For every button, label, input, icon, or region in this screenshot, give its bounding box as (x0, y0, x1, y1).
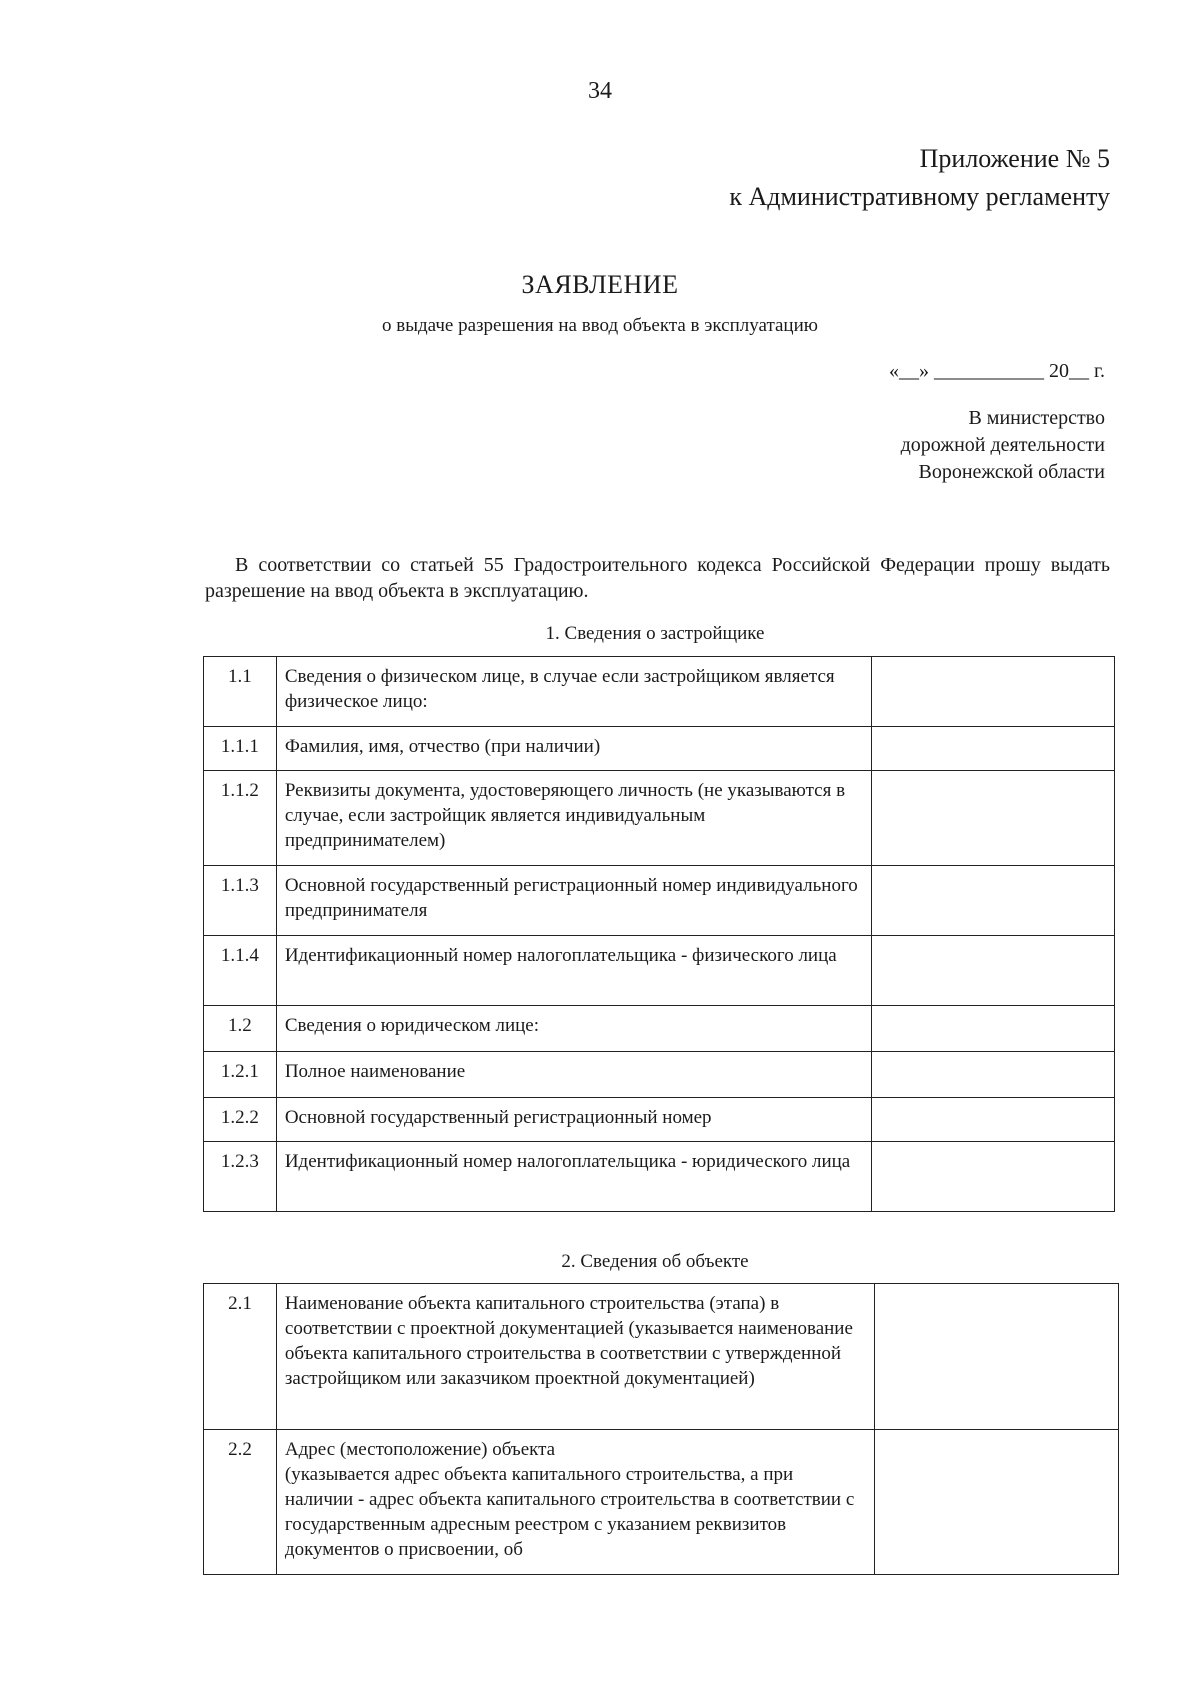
row-label: Идентификационный номер налогоплательщика - юридического лица (276, 1142, 871, 1212)
row-number: 1.1.3 (204, 866, 277, 936)
row-label: Реквизиты документа, удостоверяющего личность (не указываются в случае, если застройщик является индивидуальным предпринимателем) (276, 771, 871, 866)
row-label: Фамилия, имя, отчество (при наличии) (276, 727, 871, 771)
row-number: 1.1 (204, 657, 277, 727)
document-title: ЗАЯВЛЕНИЕ (521, 270, 679, 299)
row-number: 1.2.2 (204, 1098, 277, 1142)
table-row (204, 1052, 1115, 1098)
row-value-cell[interactable] (872, 727, 1115, 771)
row-value-cell[interactable] (872, 1006, 1115, 1052)
row-number: 2.1 (204, 1284, 277, 1430)
table-row (204, 771, 1115, 866)
table-row (204, 657, 1115, 727)
row-label: Идентификационный номер налогоплательщика - физического лица (276, 936, 871, 1006)
addressee-line-3: Воронежской области (918, 461, 1105, 483)
row-number: 1.1.2 (204, 771, 277, 866)
row-label (276, 1430, 874, 1575)
developer-info-table (203, 656, 1115, 1212)
table-row (204, 1098, 1115, 1142)
page-number: 34 (588, 78, 612, 104)
row-value-cell[interactable] (874, 1284, 1118, 1430)
table-row (204, 727, 1115, 771)
intro-paragraph: В соответствии со статьей 55 Градостроительного кодекса Российской Федерации прошу выдать разрешение на ввод объекта в эксплуатацию. (205, 554, 1110, 602)
row-value-cell[interactable] (872, 936, 1115, 1006)
row-label-line-1: Адрес (местоположение) объекта (284, 1439, 556, 1460)
row-value-cell[interactable] (874, 1430, 1118, 1575)
row-value-cell[interactable] (872, 1098, 1115, 1142)
object-info-table (203, 1283, 1119, 1575)
table-row (204, 1284, 1119, 1430)
row-number: 1.1.1 (204, 727, 277, 771)
date-field[interactable]: «__» ___________ 20__ г. (889, 360, 1105, 382)
row-label: Наименование объекта капитального строительства (этапа) в соответствии с проектной документацией (указывается наименование объекта капитального строительства в соответствии с утвержденной застройщиком или заказчиком проектной документацией) (276, 1284, 874, 1430)
row-label: Основной государственный регистрационный номер индивидуального предпринимателя (276, 866, 871, 936)
addressee-line-1: В министерство (968, 407, 1105, 429)
annex-heading (729, 140, 1110, 216)
row-label: Сведения о юридическом лице: (276, 1006, 871, 1052)
table-row (204, 1142, 1115, 1212)
row-number: 1.2.3 (204, 1142, 277, 1212)
row-label: Основной государственный регистрационный номер (276, 1098, 871, 1142)
annex-line-1: Приложение № 5 (919, 144, 1110, 173)
row-value-cell[interactable] (872, 771, 1115, 866)
annex-line-2: к Административному регламенту (729, 182, 1110, 211)
section-1-title: 1. Сведения о застройщике (545, 623, 765, 644)
row-label: Сведения о физическом лице, в случае если застройщиком является физическое лицо: (276, 657, 871, 727)
table-row (204, 866, 1115, 936)
row-value-cell[interactable] (872, 657, 1115, 727)
row-number: 1.1.4 (204, 936, 277, 1006)
row-label-line-2: (указывается адрес объекта капитального строительства, а при наличии - адрес объекта капитального строительства в соответствии с государственным адресным реестром с указанием реквизитов документов о присвоении, об (284, 1464, 855, 1560)
row-number: 2.2 (204, 1430, 277, 1575)
table-row (204, 1006, 1115, 1052)
section-2-title: 2. Сведения об объекте (561, 1251, 749, 1272)
row-number: 1.2 (204, 1006, 277, 1052)
addressee (901, 405, 1105, 486)
row-label: Полное наименование (276, 1052, 871, 1098)
row-number: 1.2.1 (204, 1052, 277, 1098)
table-row (204, 1430, 1119, 1575)
row-value-cell[interactable] (872, 1052, 1115, 1098)
document-subtitle: о выдаче разрешения на ввод объекта в эксплуатацию (382, 315, 818, 336)
table-row (204, 936, 1115, 1006)
addressee-line-2: дорожной деятельности (900, 434, 1105, 456)
row-value-cell[interactable] (872, 866, 1115, 936)
row-value-cell[interactable] (872, 1142, 1115, 1212)
